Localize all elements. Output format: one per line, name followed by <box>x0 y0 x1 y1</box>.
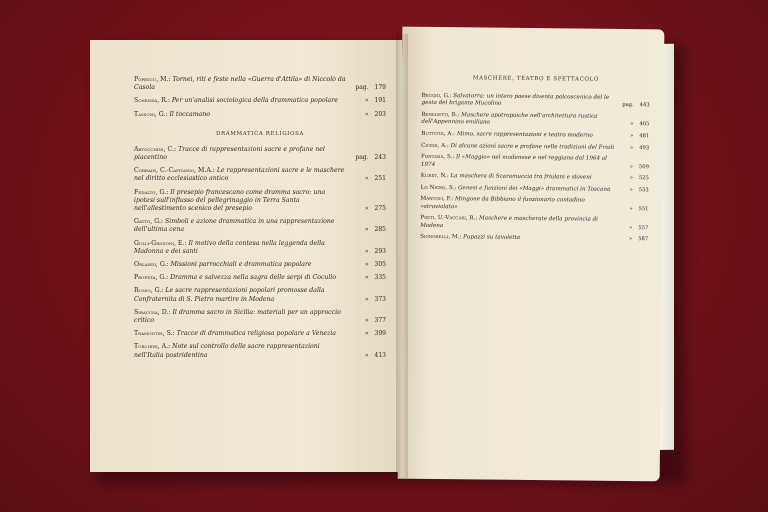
entry-author: Turchini, A.: <box>134 343 171 351</box>
toc-entry <box>421 173 649 183</box>
entry-author: Buttitta, A.: <box>421 130 456 138</box>
entry-page <box>365 274 386 282</box>
entry-page-number: 587 <box>638 236 649 243</box>
entry-page-number: 533 <box>638 186 649 194</box>
entry-author: Gulli-Grigioni, E.: <box>134 239 187 247</box>
toc-entry <box>134 97 386 105</box>
entry-author: Mantovi, F.: <box>420 196 454 203</box>
entry-title: Le sacre rappresentazioni popolari promosse dalla Confraternita di S. Pietro martire in Modena <box>134 287 325 303</box>
entry-title: Le rappresentazioni sacre e le maschere nel diritto ecclesiastico antico <box>134 167 345 183</box>
entry-title: Il motivo della contesa nella leggenda della Madonna e dei santi <box>134 239 325 255</box>
entry-page-prefix: » <box>364 295 369 303</box>
entry-page <box>630 121 649 129</box>
entry-page-prefix: » <box>629 205 633 212</box>
entry-page <box>629 236 648 244</box>
entry-title: Il toccamano <box>169 110 210 118</box>
entry-page-prefix: » <box>629 236 633 243</box>
section-heading: DRAMMATICA RELIGIOSA <box>215 130 305 137</box>
entry-page-number: 243 <box>374 154 386 162</box>
entry-page-number: 413 <box>374 351 386 359</box>
entry-page-prefix: » <box>630 121 634 128</box>
entry-page <box>365 330 386 338</box>
entry-page-prefix: pag. <box>622 102 634 109</box>
entry-title: Il presepio francescano come dramma sacro: una ipotesi sull'influsso del pellegrinaggio in Terra Santa nell'allestimento scenico del presepio <box>134 188 326 213</box>
entry-page-prefix: » <box>364 317 369 325</box>
entry-author: Lo Nigro, S.: <box>420 184 457 191</box>
toc-entry <box>421 142 649 152</box>
entry-page-number: 551 <box>638 205 649 213</box>
entry-page-prefix: » <box>364 226 369 234</box>
entry-title: Maschere apotropaiche nell'architettura rustica dell'Appennino emiliano <box>421 112 598 126</box>
entry-page-number: 465 <box>639 121 650 128</box>
toc-entry <box>420 234 648 244</box>
entry-page <box>365 175 386 183</box>
entry-page-prefix: » <box>364 261 369 269</box>
entry-page <box>365 226 386 234</box>
entry-title: Note sul controllo delle sacre rappresentazioni nell'Italia postridentina <box>134 343 320 359</box>
entry-title: Missioni parrocchiali e drammatica popolare <box>170 261 312 269</box>
entry-title: Genesi e funzioni dei «Maggi» drammatici in Toscana <box>458 185 611 193</box>
entry-page-number: 399 <box>374 330 386 338</box>
entry-page-prefix: » <box>630 133 634 140</box>
entry-author: Fedalto, G.: <box>134 188 169 196</box>
entry-page-number: 293 <box>374 247 386 255</box>
entry-page-prefix: » <box>364 110 369 118</box>
entry-page-prefix: » <box>364 205 369 213</box>
entry-page <box>365 205 386 213</box>
toc-entry <box>134 146 386 162</box>
entry-page <box>365 296 386 304</box>
entry-author: Beggio, G.: <box>421 92 452 100</box>
entry-title: Tracce di drammatica religiosa popolare a Venezia <box>176 330 336 338</box>
toc-entry <box>420 215 648 232</box>
entry-title: Mingone da Bibbiano il funzionario contadino «stroviolato» <box>420 196 585 211</box>
entry-title: Salvatorra: un intero paese diventa palcoscenico del le gesta del brigante Mucolino <box>421 93 610 108</box>
running-head: MASCHERE, TEATRO E SPETTACOLO <box>472 75 599 83</box>
toc-entry <box>134 309 386 325</box>
left-top-entries <box>134 76 386 119</box>
entry-page-prefix: » <box>629 186 633 193</box>
toc-entry <box>134 330 386 338</box>
entry-page-prefix: » <box>364 330 369 338</box>
entry-page-number: 191 <box>374 97 386 105</box>
entry-page-number: 251 <box>374 175 386 183</box>
entry-author: Schenda, R.: <box>134 97 170 105</box>
toc-entry <box>134 76 386 92</box>
entry-author: Gatto, G.: <box>134 218 164 226</box>
entry-title: Il «Maggio» nel modenese e nel reggiano dal 1964 al 1974 <box>420 154 607 168</box>
entry-author: Benedetti, B.: <box>421 111 460 119</box>
entry-author: Tassoni, G.: <box>134 110 168 118</box>
entry-author: Orlandi, G.: <box>134 261 169 269</box>
toc-entry <box>421 131 649 141</box>
left-page <box>90 40 402 472</box>
entry-page-number: 305 <box>374 261 386 269</box>
entry-title: La maschera di Scaramuccia tra friulani e sloveni <box>450 173 592 181</box>
entry-title: Tracce di rappresentazioni sacre e profane nel piacentino <box>134 145 325 162</box>
entry-page-number: 509 <box>638 163 649 170</box>
entry-page <box>365 248 386 256</box>
entry-page-prefix: » <box>629 144 634 151</box>
entry-page-prefix: » <box>364 247 369 255</box>
right-page <box>398 27 665 482</box>
entry-page-number: 203 <box>374 110 386 118</box>
toc-entry <box>421 154 649 171</box>
entry-page-number: 275 <box>374 205 386 213</box>
toc-entry <box>421 185 649 195</box>
entry-page <box>365 317 386 325</box>
right-entries <box>420 93 650 244</box>
entry-page-number: 525 <box>638 175 649 182</box>
entry-page-prefix: » <box>364 97 369 105</box>
toc-entry <box>134 261 386 269</box>
entry-title: Mimo, sacre rappresentazioni e teatro moderno <box>456 131 593 139</box>
toc-entry <box>420 196 648 213</box>
entry-page <box>629 225 648 233</box>
entry-title: Il dramma sacro in Sicilia: materiali per un approccio critico <box>134 308 341 325</box>
entry-page-number: 373 <box>374 295 386 303</box>
entry-page-prefix: » <box>364 351 369 359</box>
entry-page-number: 557 <box>638 224 649 232</box>
entry-author: Artocchini, C.: <box>134 145 177 153</box>
toc-entry <box>134 167 386 183</box>
entry-title: Di alcune azioni sacre e profane nelle tradizioni del Friuli <box>450 142 615 151</box>
toc-entry <box>134 287 386 303</box>
toc-entry <box>421 112 649 129</box>
entry-title: Per un'analisi sociologica della drammatica popolare <box>171 97 338 105</box>
entry-page <box>365 97 386 105</box>
entry-author: Fontana, S.: <box>420 154 455 161</box>
entry-author: Profeta, G.: <box>134 274 169 282</box>
entry-title: Maschere e mascherate della provincia di Modena <box>420 215 598 229</box>
entry-page <box>355 84 386 92</box>
entry-title: Dramma e salvezza nella sagra delle serpi di Cocullo <box>170 274 337 282</box>
entry-title: Simboli e azione drammatica in una rappresentazione dell'ultima cena <box>134 218 335 234</box>
entry-page <box>630 145 649 153</box>
entry-page-prefix: pag. <box>355 84 369 92</box>
entry-author: Ciceri, A.: <box>421 142 449 149</box>
entry-page <box>365 261 386 269</box>
entry-page-number: 285 <box>374 226 386 234</box>
toc-entry <box>134 343 386 359</box>
toc-entry <box>134 111 386 119</box>
entry-page-prefix: » <box>364 274 369 282</box>
entry-page <box>630 164 649 172</box>
entry-page <box>622 102 649 110</box>
entry-page-prefix: » <box>364 175 369 183</box>
entry-author: Preti, U.-Vaccari, R.: <box>420 215 478 222</box>
entry-page-prefix: » <box>629 163 634 170</box>
entry-page <box>630 133 649 141</box>
entry-page-number: 493 <box>639 144 650 151</box>
entry-page <box>365 111 386 119</box>
entry-title: Tornei, riti e feste nella «Guerra d'Attila» di Niccolò da Casola <box>134 76 346 92</box>
toc-entry <box>134 240 386 256</box>
toc-entry <box>134 189 386 214</box>
entry-page-number: 335 <box>374 274 386 282</box>
entry-page <box>355 154 386 162</box>
entry-page-prefix: pag. <box>355 154 369 162</box>
entry-page-prefix: » <box>629 224 633 231</box>
entry-page-number: 377 <box>374 317 386 325</box>
entry-page <box>629 206 648 214</box>
entry-page-number: 443 <box>639 102 650 109</box>
book-gutter <box>396 34 408 478</box>
entry-author: Corrain, C.-Capitanio, M.A.: <box>134 167 215 175</box>
entry-title: Pupazzi su tavoletta <box>463 234 521 242</box>
toc-entry <box>422 93 650 110</box>
entry-page-number: 481 <box>639 133 650 140</box>
toc-entry <box>134 274 386 282</box>
entry-author: Signorelli, M.: <box>420 234 462 241</box>
entry-author: Siracusa, D.: <box>134 308 171 316</box>
entry-page <box>630 175 649 183</box>
entry-page <box>630 187 649 195</box>
entry-author: Popescu, M.: <box>134 76 171 83</box>
entry-page-number: 179 <box>374 84 386 92</box>
entry-author: Kuret, N.: <box>420 173 449 180</box>
left-entries <box>134 146 386 360</box>
entry-page-prefix: » <box>629 175 633 182</box>
entry-author: Tramontin, S.: <box>134 330 175 338</box>
entry-author: Russo, G.: <box>134 287 164 295</box>
entry-page <box>365 352 386 360</box>
toc-entry <box>134 218 386 234</box>
